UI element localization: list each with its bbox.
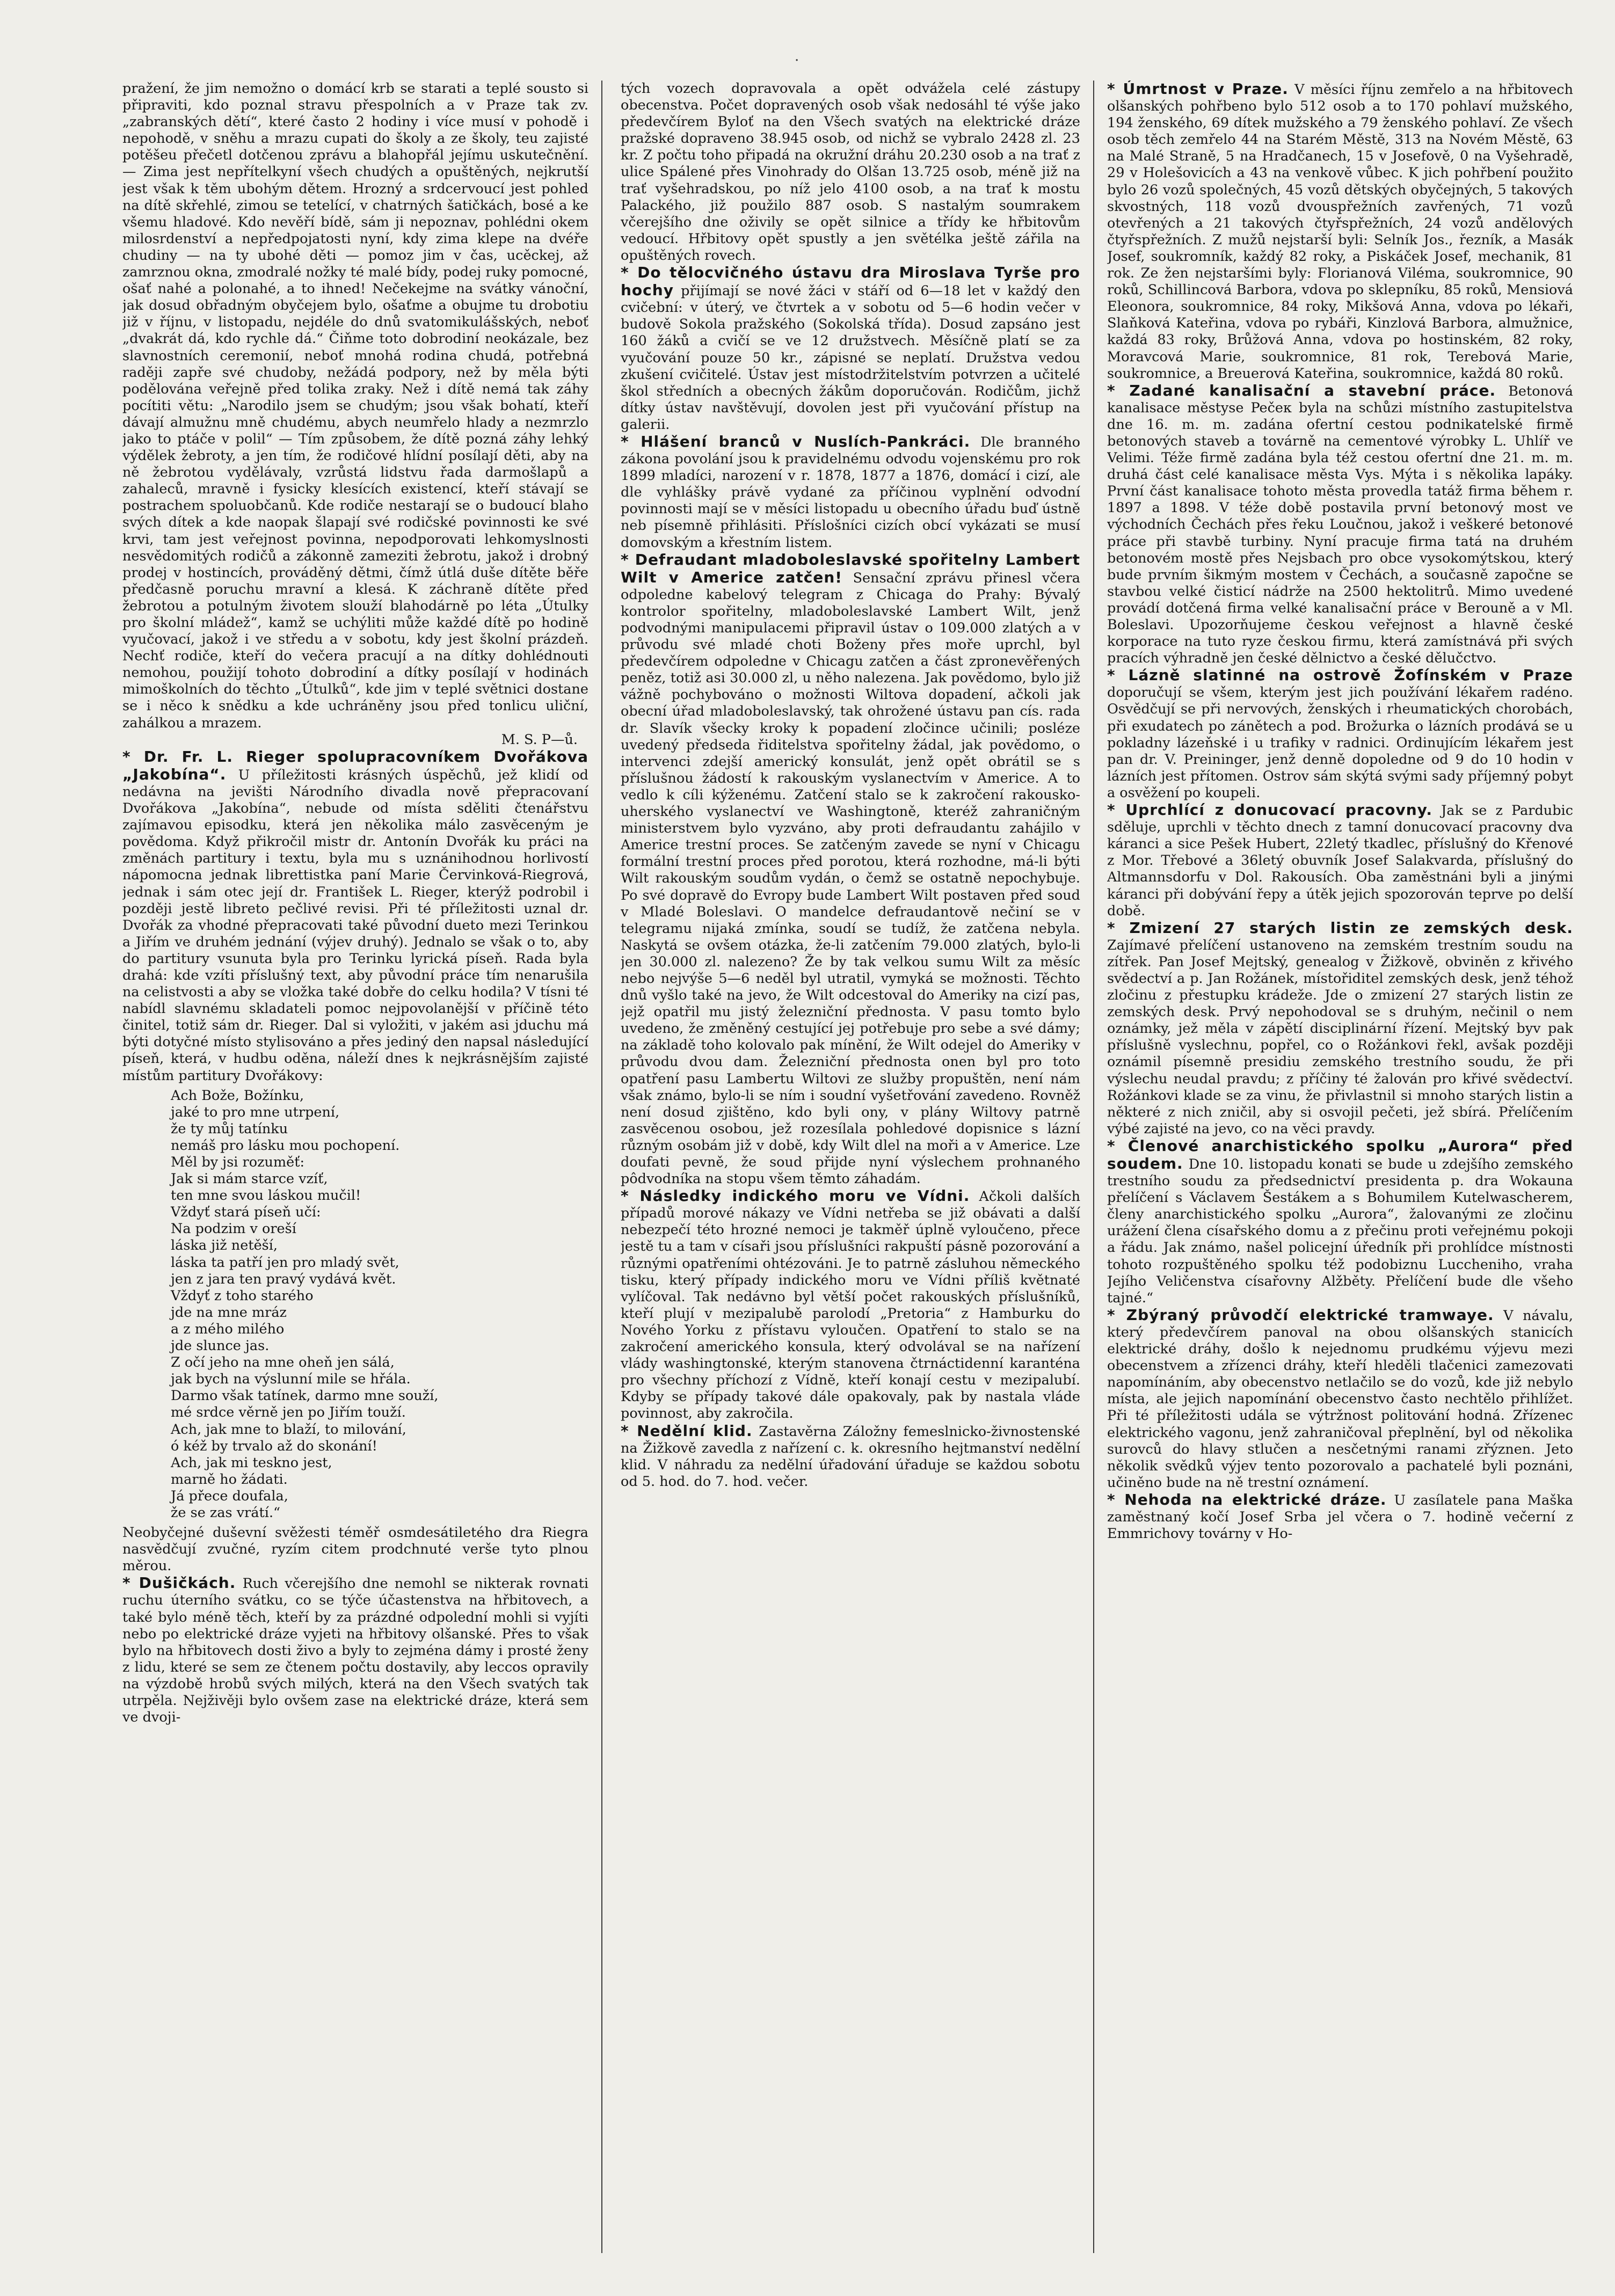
article-text: Dle branného zákona povolání jsou k pravidelnému odvodu vojenskému pro rok 1899 mladíci, narození v r. 1878, 1877 a 1876, domácí i cizí, ale dle vyhlášky právě vydané za příčinou vyplnění odvodní povinnosti mají se v měsíci listopadu u obecního úřadu buď ústně neb písemně přihlásiti. Příslošníci cizích obcí vykázati se musí domovským a křestním listem. xyxy=(621,434,1080,551)
article-headline: * Dušičkách. xyxy=(122,1574,236,1592)
text-column-right xyxy=(1107,81,1573,2253)
article-text: U příležitosti krásných úspěchů, jež klidí od nedávna na jevišti Národního divadla nově přepracovaní Dvořákova „Jakobína“, nebude od místa sděliti čtenářstvu zajímavou episodku, která jen několika málo zasvěceným je povědoma. Když přikročil mistr dr. Antonín Dvořák ku práci na změnách partitury i textu, byla mu s uznánihodnou horlivostí nápomocna jednak librettistka paní Marie Červinková-Riegrová, jednak i sám otec její dr. František L. Rieger, kterýž podrobil i později jestě libreto pečlivé revisi. Při té příležitosti uznal dr. Dvořák za vhodné přepracovati také původní dueto mezi Terinkou a Jiřím ve druhém jednání (výjev druhý). Jednalo se však o to, aby do partitury vsunuta byla pro Terinku lyrická píseň. Rada byla drahá: kde vzíti příslušný text, aby původní práce tím nenarušila na celistvosti a aby se vložka také dobře do celku hodila? V tísni té nabídl slavnému skladateli pomoc nejpovolanější v příčině této činitel, totiž sám dr. Rieger. Dal si vyložiti, v jakém asi jduchu má býti dotyčné místo stylisováno a přes jediný den napsal následující píseň, která, v hudbu oděna, náleží dnes k nejkrásnějším zajisté místům partitury Dvořákovy: xyxy=(122,767,588,1084)
article-text: tých vozech dopravovala a opět odvážela celé zástupy obecenstva. Počet dopravených osob však nedosáhl té výše jako předevčírem Byloť na den Všech svatých na elektrické dráze pražské dopraveno 38.945 osob, od nichž se vybralo 2428 zl. 23 kr. Z počtu toho připadá na okružní dráhu 20.230 osob a na trať z ulice Spálené přes Vinohrady do Olšan 13.725 osob, méně již na trať vyšehradskou, po níž jelo 4100 osob, a na trať k mostu Palackého, již použilo 887 osob. S nastalým soumrakem včerejšího dne oživily se opět silnice a třídy ke hřbitovům vedoucí. Hřbitovy opět spustly a jen světélka ještě zářila na opuštěných rovech. xyxy=(621,81,1080,264)
article xyxy=(1107,382,1573,667)
article-headline: * Defraudant mladoboleslavské spořitelny Lambert Wilt v Americe zatčen! xyxy=(621,550,1080,586)
text-column-left xyxy=(122,81,588,2253)
article xyxy=(1107,81,1573,382)
article-body xyxy=(122,81,588,732)
article-text: Betonová kanalisace městyse Pečeк byla na schůzi místního zastupitelstva dne 16. m. m. zadána ofertní cestou podnikatelské firmě betonových staveb a továrně na cementové výrobky L. Uhlíř ve Velimi. Téže firmě zadána byla též cestou ofertní dne 21. m. m. druhá část celé kanalisace města Vys. Mýta i s několika lapáky. První část kanalisace tohoto města provedla tatáž firma během r. 1897 a 1898. V téže době postavila první betonový most ve východních Čechách přes řeku Loučnou, jakož i veškeré betonové práce při stavbě turbiny. Nyní pracuje firma tatá na druhém betonovém mostě přes Nejsbach pro obce vysokomýtskou, který bude prvním šikmým mostem v Čechách, a současně započne se stavbou velké čisticí nádrže na 2500 hektolitrů. Mimo uvedené provádí dotčená firma velké kanalisační práce v Berouně a v Ml. Boleslavi. Upozorňujeme českou veřejnost a hlavně české korporace na tuto ryze českou firmu, která zamístnává při svých pracích výhradně jen české dělnictvo a české dělučctvo. xyxy=(1107,383,1573,667)
article xyxy=(621,551,1080,1188)
article xyxy=(1107,1307,1573,1491)
article-headline: * Následky indického moru ve Vídni. xyxy=(621,1187,970,1205)
article-headline: * Zbýraný průvodčí elektrické tramwaye. xyxy=(1107,1306,1494,1324)
article-text: M. S. P—ů. xyxy=(501,731,578,748)
article-text: Ačkoli dalších případů morové nákazy ve Vídni netřeba se již obávati a další nebezpečí této hrozné nemoci je takměř úplně vyloučeno, přece jestě tu a tam v císaři jsou příslušníci rakpuští pásně pozorování a různými opatřeními ohtézováni. Je to patrně zásluhou německého tisku, který případy indického moru ve Vídni příliš květnaté vylíčoval. Tak nedávno byl větší počet rakouských příslušníků, kteří plují v mezipalubě parolodí „Pretoria“ z Hamburku do Nového Yorku z přístavu vyloučen. Opatření to stalo se na zakročení amerického konsula, který odvolával se na nařízení vlády washingtonské, kterým stanovena čtrnáctidenní karanténa pro všechny příchozí z Vídně, kteří konají cestu v mezipalubí. Kdyby se případy takové dále opakovaly, pak by nastala vláde povinnost, aby zakročila. xyxy=(621,1189,1080,1422)
article-text: U zasílatele pana Maška zaměstnaný kočí Josef Srba jel včera o 7. hodině večerní z Emmrichovy továrny v Ho- xyxy=(1107,1492,1573,1542)
article-headline: * Zmizení 27 starých listin ze zemských desk. xyxy=(1107,919,1573,937)
article-headline: * Členové anarchistického spolku „Aurora“ před soudem. xyxy=(1107,1136,1573,1172)
article-headline: * Úmrtnost v Praze. xyxy=(1107,81,1289,98)
article-text: V návalu, který předevčírem panoval na obou olšanských stanicích elektrické dráhy, došlo k nejednomu prudkému výjevu mezi obecenstvem a zřízenci dráhy, kteří hleděli tlačenici zamezovati napomínáním, aby obecenstvo netlačilo se do vozů, kde již nebylo místa, ale jejich napomínání obecenstvo často nechtělo přihlížet. Při té příležitosti udála se výtržnost politování hodná. Zřízenec elektrického vagonu, jenž zahraničoval přeplnění, byl od několika surovců do hlavy stlučen a nesčetnými ranami zřýznen. Jeto několik svědků výjev tento pozorovalo a pachatelé byli poznáni, učiněno bude na ně trestní oznámení. xyxy=(1107,1307,1573,1491)
article-body xyxy=(621,81,1080,264)
article-headline: * Nehoda na elektrické dráze. xyxy=(1107,1490,1387,1508)
article-headline: * Hlášení branců v Nuslích-Pankráci. xyxy=(621,432,971,450)
article xyxy=(1107,920,1573,1138)
article-headline: * Uprchlící z donucovací pracovny. xyxy=(1107,801,1433,819)
column-rule xyxy=(1093,81,1094,2253)
article xyxy=(621,433,1080,551)
article-text: Ruch včerejšího dne nemohl se nikterak rovnati ruchu úterního svátku, co se týče účastenstva na hřbitovech, a také bylo méně těch, kteří by za prázdné odpolední mohli si vyjíti nebo po elektrické dráze vyjeti na hřbitovy olšanské. Přes to však bylo na hřbitovech dosti živo a byly to zejména dámy i prosté ženy z lidu, které se sem ze čtenem počtu dostavily, aby leccos opravily na výzdobě hrobů svých milých, která na den Všech svatých tak utrpěla. Nejživěji bylo ovšem zase na elektrické dráze, která sem ve dvoji- xyxy=(122,1576,588,1726)
article xyxy=(621,264,1080,433)
page-mark-top: · xyxy=(795,53,799,69)
article xyxy=(1107,1491,1573,1542)
article xyxy=(621,1423,1080,1490)
article-text: Neobyčejné duševní svěžesti téměř osmdesátiletého dra Riegra nasvědčují zvučné, ryzím citem prodchnuté verše tyto plnou měrou. xyxy=(122,1525,588,1575)
article xyxy=(122,748,588,1084)
text-column-middle xyxy=(621,81,1080,2253)
article xyxy=(1107,801,1573,920)
article xyxy=(1107,1138,1573,1307)
article-text: Zastavěrna Záložny femeslnicko-živnostenské na Žižkově zavedla z nařízení c. k. okresního hejtmanství nedělní klid. V náhradu za nedělní úřadování úřaduje se každou sobotu od 5. hod. do 7. hod. večer. xyxy=(621,1423,1080,1490)
article-text: V měsíci říjnu zemřelo a na hřbitovech olšanských pohřbeno bylo 512 osob a to 170 pohlaví mužského, 194 ženského, 69 dítek mužského a 79 ženského pohlaví. Ze všech osob těch zemřelo 44 na Starém Městě, 313 na Novém Městě, 63 na Malé Straně, 5 na Hradčanech, 15 v Josefově, 0 na Vyšehradě, 29 v Holešovicích a 43 na venkově vůbec. K jich pohřbení použito bylo 26 vozů společných, 45 vozů dětských obyčejných, 5 takových skvostných, 118 vozů dvouspřežních zavřených, 71 vozů otevřených a 21 takových čtyřspřežních, 24 vozů andělových čtyřspřežních. Z mužů nejstarší byli: Selník Jos., řezník, a Masák Josef, soukromník, každý 82 roky, a Piskáček Josef, mechanik, 81 rok. Ze žen nejstaršími byly: Florianová Viléma, soukromnice, 90 roků, Schillincová Barbora, vdova po sklepníku, 85 roků, Mensiová Eleonora, soukromnice, 84 roky, Mikšová Anna, vdova po lékaři, Slaňková Kateřina, vdova po rybáři, Kinzlová Barbora, almužnice, každá 83 roky, Brůžová Anna, vdova po hostinském, 82 roky, Moravcová Marie, soukromnice, 81 rok, Terebová Marie, soukromnice, a Breuerová Kateřina, soukromnice, každá 80 roků. xyxy=(1107,82,1573,382)
column-rule xyxy=(601,81,602,2253)
article-body xyxy=(122,1525,588,1575)
poem-text: Ach Bože, Božínku, jaké to pro mne utrpení, že ty můj tatínku nemáš pro lásku mou pochopení. Měl by jsi rozuměť: Jak si mám starce vzíť, ten mne svou láskou mučil! Vždyť stará píseň učí: Na podzim v oreší láska již netěší, láska ta patří jen pro mladý svět, jen z jara ten pravý vydává květ. Vždyť z toho starého jde na mne mráz a z mého milého jde slunce jas. Z očí jeho na mne oheň jen sálá, jak bych na výslunní mile se hřála. Darmo však tatínek, darmo mne souží, mé srdce věrně jen po Jiřím touží. Ach, jak mne to blaží, to milování, ó kéž by trvalo až do skonání! Ach, jak mi teskno jest, marně ho žádati. Já přece doufala, že se zas vrátí.“ xyxy=(171,1087,439,1521)
article-text: Jak se z Pardubic sděluje, uprchli v těchto dnech z tamní donucovací pracovny dva káranci a sice Pešek Hubert, 22letý tkadlec, příslušný do Křenové z Mor. Třebové a 36letý obuvník Josef Salakvarda, příslušný do Altmannsdorfu v Dol. Rakousích. Oba zaměstnáni byli a jinými káranci při dobývání řepy a útěk jejich spozorován teprve po delší době. xyxy=(1107,803,1573,919)
article-headline: * Do tělocvičného ústavu dra Miroslava Tyrše pro hochy xyxy=(621,264,1080,300)
article xyxy=(122,1575,588,1726)
article-headline: * Zadané kanalisační a stavební práce. xyxy=(1107,381,1496,399)
article-headline: * Lázně slatinné na ostrově Žofínském v Praze xyxy=(1107,666,1573,684)
article-text: Dne 10. listopadu konati se bude u zdejšího zemského trestního soudu za předsednictví presidenta p. dra Wokauna přelíčení s Václavem Šestákem a s Bohumilem Kutelwascherem, členy anarchistického spolku „Aurora“, žalovanými ze zločinu urážení člena císařského domu a z přečinu proti veřejnému pokoji a řádu. Jak známo, našel policejní úředník při prohlídce místnosti tohoto rozpuštěného spolku též podobiznu Luccheniho, vraha Jejího Veličenstva císařovny Alžběty. Přelíčení bude dle všeho tajné.“ xyxy=(1107,1156,1573,1306)
article xyxy=(1107,667,1573,801)
author-signature xyxy=(122,732,588,748)
article-text: doporučují se všem, kterým jest jich používání lékařem radéno. Osvědčují se při nervových, ženských i rheumatických chorobách, při exudatech po zánětech a pod. Brožurka o lázních prodává se u pokladny lázeňské i u trafiky v radnici. Ordinujícím lékařem jest pan dr. V. Preininger, jenž denně dopoledne od 9 do 10 hodin v lázních jest přítomen. Ostrov sám skýtá svými sady příjemný pobyt a osvěžení po koupeli. xyxy=(1107,684,1573,801)
article-headline: * Nedělní klid. xyxy=(621,1422,753,1440)
article-text: Zajímavé přelíčení ustanoveno na zemském trestním soudu na zítřek. Pan Josef Mejtský, genealog v Žižkově, obviněn z křivého svědectví a p. Jan Rožánek, místořiditel zemských desk, jenž téhož zločinu z přestupku krádeže. Jde o zmizení 27 starých listin ze zemských desk. Prvý nepohodoval se s druhým, nečinil o nem oznámky, jež měla v zápětí disciplinární řízení. Mejtský byv pak příslušně vyslechnu, popřel, co o Rožánkovi řekl, avšak později oznámil písemně presidiu zemského trestního soudu, že při výslechu neudal pravdu; z příčiny té žalován pro křivé svědectví. Rožánkovi klade se za vinu, že přivlastnil si mnoho starých listin a některé z nich zničil, aby si osvojil pečeti, jež sbírá. Přelíčením výbé zajisté na jevo, co na věci pravdy. xyxy=(1107,937,1573,1137)
article-headline: * Dr. Fr. L. Rieger spolupracovníkem Dvořákova „Jakobína“. xyxy=(122,747,588,783)
article xyxy=(621,1187,1080,1422)
article-text: přijímají se nové žáci v stáří od 6—18 let v každý den cvičební: v úterý, ve čtvrtek a v sobotu od 5—6 hodin večer v budově Sokola pražského (Sokolská třída). Dosud zapsáno jest 160 žáků a cvičí se ve 12 družstvech. Měsíčně platí se za vyučování pouze 50 kr., zápisné se neplatí. Družstva vedou zkušení cvičitelé. Ústav jest místodržitelstvím potvrzen a učitelé škol středních a obecných žákům doporučován. Rodičům, jichž dítky ústav navštěvují, dovolen jest při vyučování přístup na galerii. xyxy=(621,283,1080,433)
article-text: Sensační zprávu přinesl včera odpoledne kabelový telegram z Chicaga do Prahy: Bývalý kontrolor spořitelny, mladoboleslavské Lambert Wilt, jenž podvodnými manipulacemi připravil ústav o 109.000 zlatých a v průvodu své mladé choti Boženy přes moře uprchl, byl předevčírem odpoledne v Chicagu zatčen a část zpronevěřených peněz, totiž asi 30.000 zl, u něho nalezena. Jak povědomo, bylo již vážně pochybováno o možnosti Wiltova dopadení, ačkoli jak obecní úřad mladoboleslavský, tak ohrožené ústavu pan cís. rada dr. Slavík všecky kroky k popadení zločince učinili; posléze uvedený předseda řiditelstva spořitelny žádal, jak povědomo, o intervenci zdejší americký konsulát, jenž opět obrátil se s příslušnou žádostí k rakouským vyslanectvím v Americe. A to vedlo k cíli kýženému. Zatčení stalo se k zakročení rakousko-uherského vyslanectví ve Washingtoně, kteréž zahraničným ministerstvem bylo vyzváno, aby proti defraudantu zahájilo v Americe trestní proces. Se zatčeným zavede se nyní v Chicagu formální trestní proces před porotou, která rozhodne, má-li býti Wilt rakouským soudům vydán, o čemž se ostatně nepochybuje. Po své dopravě do Evropy bude Lambert Wilt postaven před soud v Mladé Boleslavi. O mandelce defraudantově nečiní se v telegramu nijaká zmínka, soudí se tudíž, že zatčena nebyla. Naskytá se ovšem otázka, že-li zatčením 79.000 zlatých, bylo-li jen 30.000 zl. nalezeno? Že by tak velkou sumu Wilt za měsíc nebo nejvýše 5—6 neděl byl utratil, vymyká se možnosti. Těchto dnů vyšlo také na jevo, že Wilt odcestoval do Ameriky na cizí pas, jejž opatřil mu jistý železniční přednosta. V pasu tomto bylo uvedeno, že změněný cestující jej potřebuje pro sebe a své dámy; na základě toho kolovalo pak mínění, že Wilt odejel do Ameriky v průvodu dvou dam. Železniční přednosta onen byl pro toto opatření pasu Lambertu Wiltovi ze služby propuštěn, není nám však známo, bylo-li se ním i soudní vyšetřování zavedeno. Rovněž není dosud zjištěno, kdo byli ony, v plány Wiltovy patrně zasvěcenou osobou, jež rozesílala pohledové dopisnice s lázní různým osobám již v době, kdy Wilt dlel na moři a v Americe. Lze doufati pevně, že soud přijde nyní výslechem prohnaného pôdvodníka na stopu všem těmto záhadám. xyxy=(621,570,1080,1187)
article-text: pražení, že jim nemožno o domácí krb se starati a teplé sousto si připraviti, kdo poznal stravu přespolních a v Praze tak zv. „zabranských dětí“, které často 2 hodiny i více musí v pohodě i nepohodě, v sněhu a mrazu cupati do školy a ze školy, teu zajisté potěšeu přečetl dotčenou zprávu a blahopřál jejímu uskutečnění. — Zima jest nepřítelkyní všech chudých a opuštěných, nejkrutší jest však k těm ubohým dětem. Hrozný a srdcervoucí jest pohled na dítě skřehlé, zimou se tetelící, v chatrných šatičkách, bosé a ke všemu hladové. Kdo nevěří bídě, sám ji nepoznav, pohlédni okem milosrdenství a nepředpojatosti nyní, kdy zima klepe na dvéře chudiny — na ty ubohé děti — pomoz jim v čas, ucěckej, až zamrznou okna, zmodralé nožky té malé bídy, podej ruky pomocné, ošať nahé a polonahé, a to ihned! Nečekejme na svátky vánoční, jak dosud obřadným obyčejem bylo, ošaťme a obujme tu drobotiu již v říjnu, v listopadu, nejdéle do dnů svatomikulášských, neboť „dvakrát dá, kdo rychle dá.“ Čiňme toto dobrodiní neokázale, bez slavnostních ceremonií, neboť mnohá rodina chudá, potřebná raději zapře své chudoby, nežádá podpory, než by měla býti podělována veřejně před tolika zraky. Než i dítě nemá tak záhy pocítiti větu: „Narodilo jsem se chudým; jsou však bohatí, kteří dávají almužnu mně chudému, abych neumřelo hlady a nezmrzlo jako to ptáče v polil“ — Tím způsobem, že dítě pozná záhy lehký výdělek žebroty, a jen tím, že rodičové hlídní posílají děti, aby na ně žebrotou vydělávaly, vzrůstá lidstvu řada darmošlapů a zahaleců, mravně i fysicky klesících existencí, kteří stávají se postrachem spoluobčanů. Kde rodiče nestarají se o budoucí blaho svých dítek a kde naopak šlapají své rodičské povinnosti ke své krvi, tam jest veřejnost povinna, nepodporovati lehkomyslnosti nesvědomitých rodičů a zákonně zameziti žebrotu, jakož i drobný prodej v hostincích, prováděný dětmi, čímž útlá duše dítěte běře předčasně poruchu mravní a klesá. K záchraně dítěte před žebrotou a potulným životem slouží blahodárně po léta „Útulky pro školní mládež“, kamž se uchýliti může každé dítě po hodině vyučovací, jakož i ve středu a v sobotu, kdy jest školní prázdeň. Nechť rodiče, kteří do večera pracují a na dítky dohlédnouti nemohou, použijí tohoto dobrodiní a dítky posílají v hodinách mimoškolních do těchto „Útulků“, kde jim v teplé světnici dostane se i něco k snědku a kde uchráněny jsou před tonlicu uliční, zahálkou a mrazem. xyxy=(122,81,588,731)
